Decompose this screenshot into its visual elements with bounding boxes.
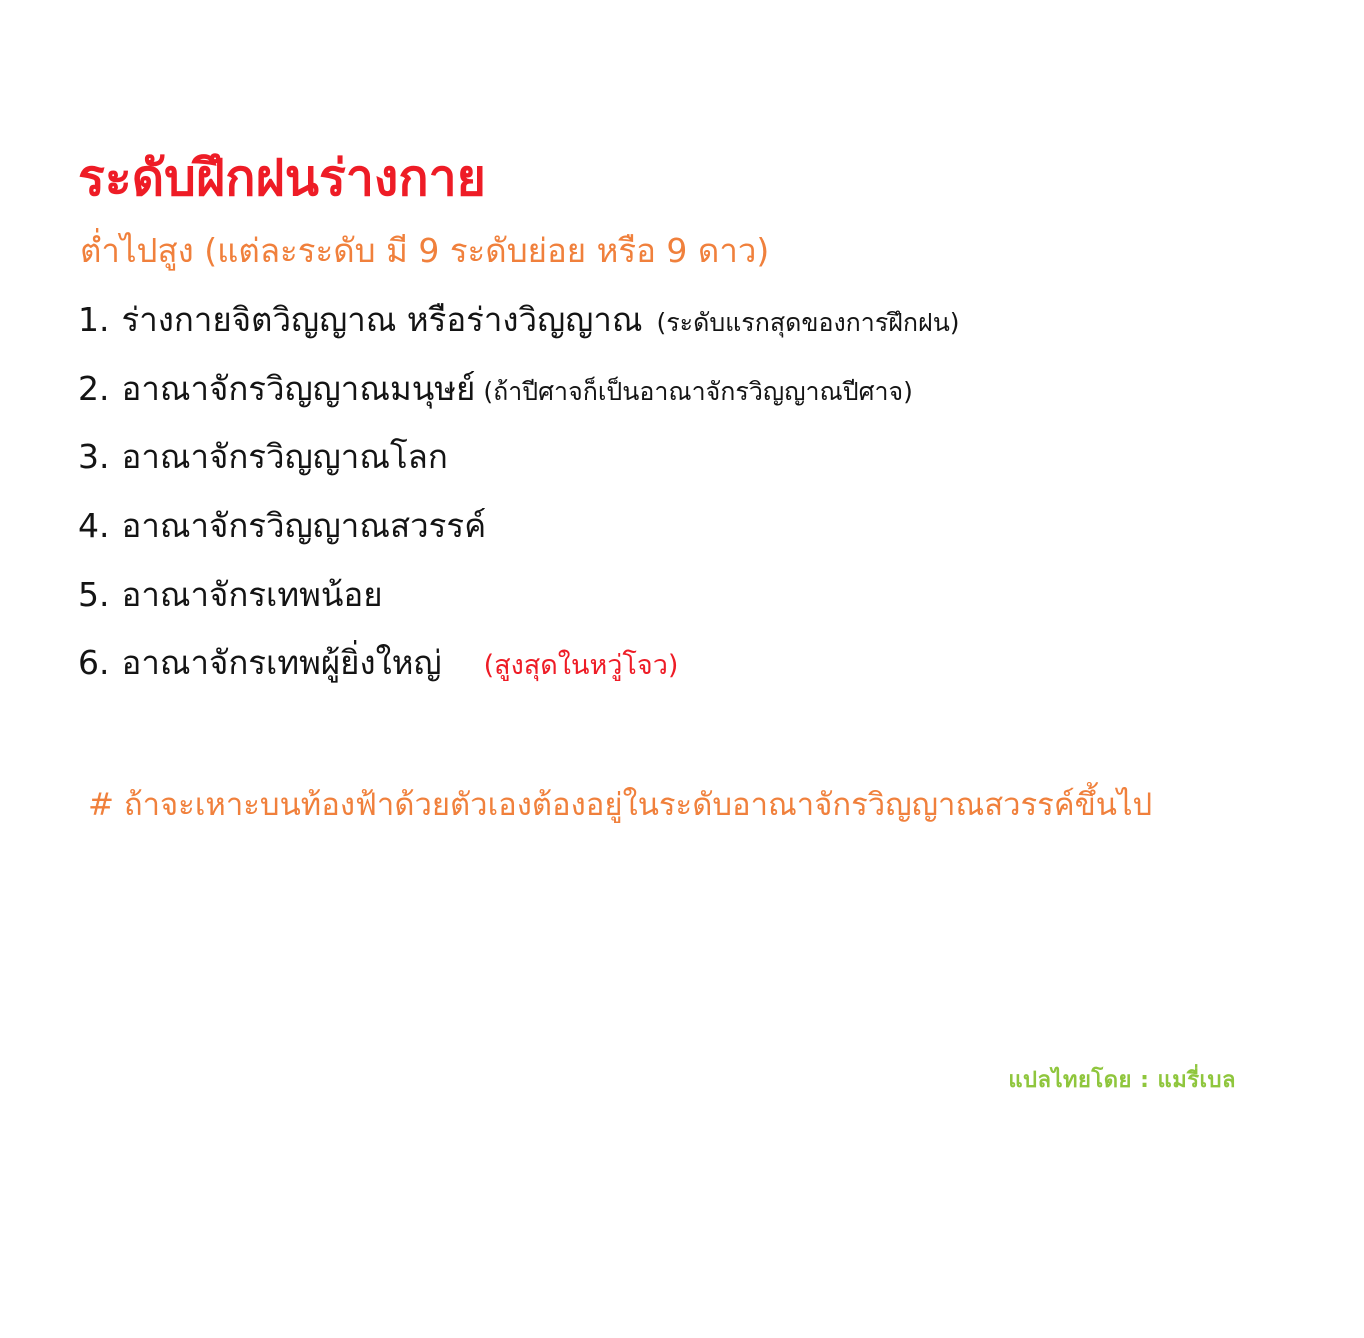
list-item-number: 5. [78,574,110,614]
list-item [78,435,1274,479]
list-item-label: อาณาจักรวิญญาณมนุษย์ [121,368,476,408]
list-item [78,573,1274,617]
list-item-note: (ระดับแรกสุดของการฝึกฝน) [656,308,960,338]
list-item-number: 6. [78,643,110,683]
list-item-number: 4. [78,506,110,546]
list-item-number: 3. [78,437,110,477]
cultivation-level-list [78,298,1274,684]
list-item-label: อาณาจักรวิญญาณโลก [121,437,448,477]
translator-credit: แปลไทยโดย : แมรี่เบล [1008,1068,1236,1093]
list-item [78,298,1274,342]
list-item [78,641,1274,685]
footnote: # ถ้าจะเหาะบนท้องฟ้าด้วยตัวเองต้องอยู่ในระดับอาณาจักรวิญญาณสวรรค์ขึ้นไป [88,786,1153,823]
page-subtitle: ต่ำไปสูง (แต่ละระดับ มี 9 ระดับย่อย หรือ 9 ดาว) [80,230,770,270]
list-item-label: ร่างกายจิตวิญญาณ หรือร่างวิญญาณ [121,300,643,340]
list-item-label: อาณาจักรเทพผู้ยิ่งใหญ่ [121,643,442,683]
list-item-note: (สูงสุดในหวู่โจว) [483,650,679,682]
list-item [78,367,1274,411]
list-item-number: 1. [78,300,110,340]
list-item-note: (ถ้าปีศาจก็เป็นอาณาจักรวิญญาณปีศาจ) [483,376,913,406]
list-item-number: 2. [78,368,110,408]
list-item-label: อาณาจักรวิญญาณสวรรค์ [121,506,487,546]
page-title: ระดับฝึกฝนร่างกาย [78,149,486,207]
list-item-label: อาณาจักรเทพน้อย [121,574,383,614]
list-item [78,504,1274,548]
